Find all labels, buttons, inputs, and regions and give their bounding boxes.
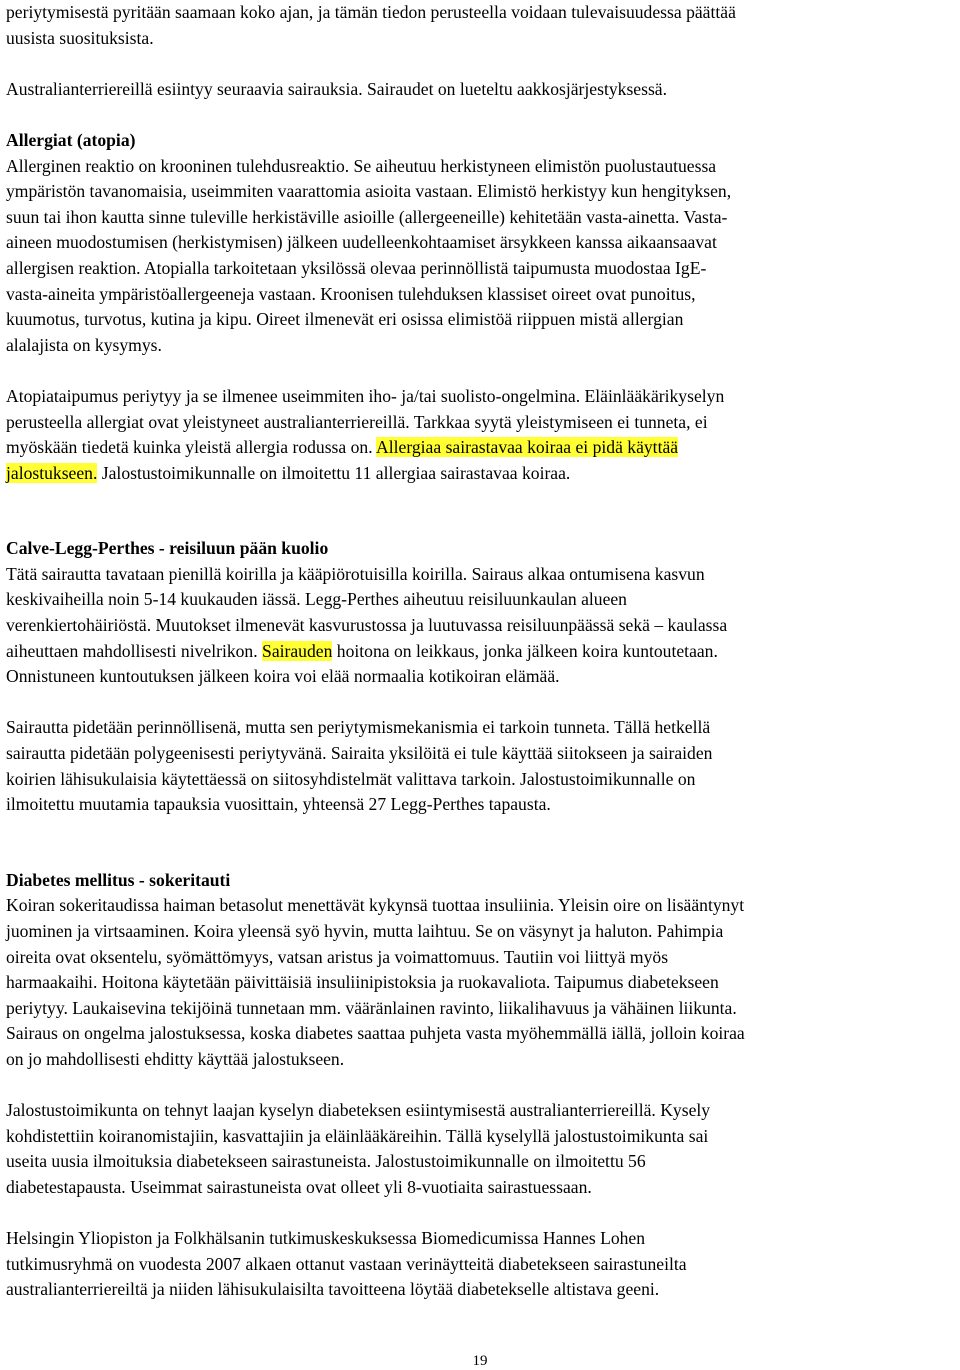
paragraph-line: tutkimusryhmä on vuodesta 2007 alkaen ottanut vastaan verinäytteitä diabetekseen sairastuneilta	[6, 1253, 687, 1274]
paragraph-line: periytyy. Laukaisevina tekijöinä tunnetaan mm. vääränlainen ravinto, liikalihavuus ja vähäinen liikunta.	[6, 997, 737, 1018]
paragraph-line: Jalostustoimikunta on tehnyt laajan kyselyn diabeteksen esiintymisestä australianterriereillä. Kysely	[6, 1100, 711, 1121]
list-intro: Australianterriereillä esiintyy seuraavia sairauksia. Sairaudet on lueteltu aakkosjärjestyksessä.	[6, 78, 668, 99]
paragraph-line: Atopiataipumus periytyy ja se ilmenee useimmiten iho- ja/tai suolisto-ongelmina. Eläinlääkärikyselyn	[6, 385, 725, 406]
paragraph-line: verenkiertohäiriöstä. Muutokset ilmenevät kasvurustossa ja luutuvassa reisiluunpäässä sekä – kaulassa	[6, 615, 728, 636]
paragraph-line: Koiran sokeritaudissa haiman betasolut menettävät kykynsä tuottaa insuliinia. Yleisin oire on lisääntynyt	[6, 895, 745, 916]
paragraph-line: kuumotus, turvotus, kutina ja kipu. Oireet ilmenevät eri osissa elimistöä riippuen mistä allergian	[6, 309, 684, 330]
highlighted-text: jalostukseen.	[6, 462, 98, 483]
text-span: Jalostustoimikunnalle on ilmoitettu 11 allergiaa sairastavaa koiraa.	[97, 462, 571, 483]
section-title-diabetes: Diabetes mellitus - sokeritauti	[6, 869, 231, 890]
paragraph-line	[6, 435, 958, 461]
paragraph-line: Onnistuneen kuntoutuksen jälkeen koira voi elää normaalia kotikoiran elämää.	[6, 666, 560, 687]
paragraph-line: vasta-aineita ympäristöallergeeneja vastaan. Kroonisen tulehduksen klassiset oireet ovat punoitus,	[6, 283, 696, 304]
paragraph-line: oireita ovat oksentelu, syömättömyys, vatsan aristus ja voimattomuus. Tautiin voi liittyä myös	[6, 946, 669, 967]
section-title-allergies: Allergiat (atopia)	[6, 129, 136, 150]
paragraph-line: keskivaiheilla noin 5-14 kuukauden iässä. Legg-Perthes aiheutuu reisiluunkaulan alueen	[6, 589, 627, 610]
paragraph-line: Tätä sairautta tavataan pienillä koirilla ja kääpiörotuisilla koirilla. Sairaus alkaa ontumisena kasvun	[6, 563, 705, 584]
paragraph-line: ympäristön tavanomaisia, useimmiten vaarattomia asioita vastaan. Elimistö herkistyy kun hengityksen,	[6, 181, 732, 202]
paragraph-line: Allerginen reaktio on krooninen tulehdusreaktio. Se aiheutuu herkistyneen elimistön puolustautuessa	[6, 155, 717, 176]
paragraph-line: australianterriereiltä ja niiden lähisukulaisilta tavoitteena löytää diabetekselle altistava geeni.	[6, 1279, 660, 1300]
paragraph-line: allergisen reaktion. Atopialla tarkoitetaan yksilössä olevaa perinnöllistä taipumusta muodostaa IgE-	[6, 257, 707, 278]
paragraph-line: Sairautta pidetään perinnöllisenä, mutta sen periytymismekanismia ei tarkoin tunneta. Tällä hetkellä	[6, 717, 711, 738]
paragraph-line: juominen ja virtsaaminen. Koira yleensä syö hyvin, mutta laihtuu. Se on väsynyt ja haluton. Pahimpia	[6, 921, 724, 941]
paragraph-line: Sairaus on ongelma jalostuksessa, koska diabetes saattaa puhjeta vasta myöhemmällä iällä, jolloin koiraa	[6, 1023, 745, 1044]
paragraph-line: ilmoitettu muutamia tapauksia vuosittain, yhteensä 27 Legg-Perthes tapausta.	[6, 794, 551, 815]
paragraph-line: suun tai ihon kautta sinne tuleville herkistäville asioille (allergeeneille) kehitetään vasta-ainetta. Vasta-	[6, 206, 728, 227]
paragraph-line	[6, 639, 958, 665]
highlighted-text: Sairauden	[262, 640, 333, 661]
intro-line: periytymisestä pyritään saamaan koko ajan, ja tämän tiedon perusteella voidaan tulevaisuudessa päättää	[6, 2, 736, 22]
intro-line: uusista suosituksista.	[6, 27, 154, 48]
page-number: 19	[472, 1353, 488, 1369]
paragraph-line: aineen muodostumisen (herkistymisen) jälkeen uudelleenkohtaamiset ärsykkeen kanssa aikaansaavat	[6, 232, 717, 253]
paragraph-line: useita uusia ilmoituksia diabetekseen sairastuneista. Jalostustoimikunnalle on ilmoitettu 56	[6, 1151, 646, 1172]
paragraph-line: diabetestapausta. Useimmat sairastuneista ovat olleet yli 8-vuotiaita sairastuessaan.	[6, 1176, 592, 1197]
text-span: hoitona on leikkaus, jonka jälkeen koira kuntoutetaan.	[332, 640, 718, 661]
paragraph-line: Helsingin Yliopiston ja Folkhälsanin tutkimuskeskuksessa Biomedicumissa Hannes Lohen	[6, 1228, 646, 1249]
paragraph-line	[6, 461, 958, 487]
paragraph-line: kohdistettiin koiranomistajiin, kasvattajiin ja eläinlääkäreihin. Tällä kyselyllä jalostustoimikunta sai	[6, 1125, 709, 1146]
section-title-legg-perthes: Calve-Legg-Perthes - reisiluun pään kuolio	[6, 538, 329, 559]
paragraph-line: on jo mahdollisesti ehditty käyttää jalostukseen.	[6, 1048, 345, 1069]
paragraph-line: koirien lähisukulaisia käytettäessä on siitosyhdistelmät valittava tarkoin. Jalostustoimikunnalle on	[6, 768, 696, 789]
paragraph-line: alalajista on kysymys.	[6, 334, 162, 355]
document-page	[6, 0, 958, 1303]
paragraph-line: perusteella allergiat ovat yleistyneet australianterriereillä. Tarkkaa syytä yleistymiseen ei tunneta, ei	[6, 411, 708, 432]
highlighted-text: Allergiaa sairastavaa koiraa ei pidä käyttää	[376, 437, 679, 458]
text-span: myöskään tiedetä kuinka yleistä allergia rodussa on.	[6, 437, 377, 458]
paragraph-line: harmaakaihi. Hoitona käytetään päivittäisiä insuliinipistoksia ja ruokavaliota. Taipumus diabetekseen	[6, 972, 719, 993]
paragraph-line: sairautta pidetään polygeenisesti periytyvänä. Sairaita yksilöitä ei tule käyttää siitokseen ja sairaiden	[6, 743, 713, 764]
text-span: aiheuttaen mahdollisesti nivelrikon.	[6, 640, 263, 661]
